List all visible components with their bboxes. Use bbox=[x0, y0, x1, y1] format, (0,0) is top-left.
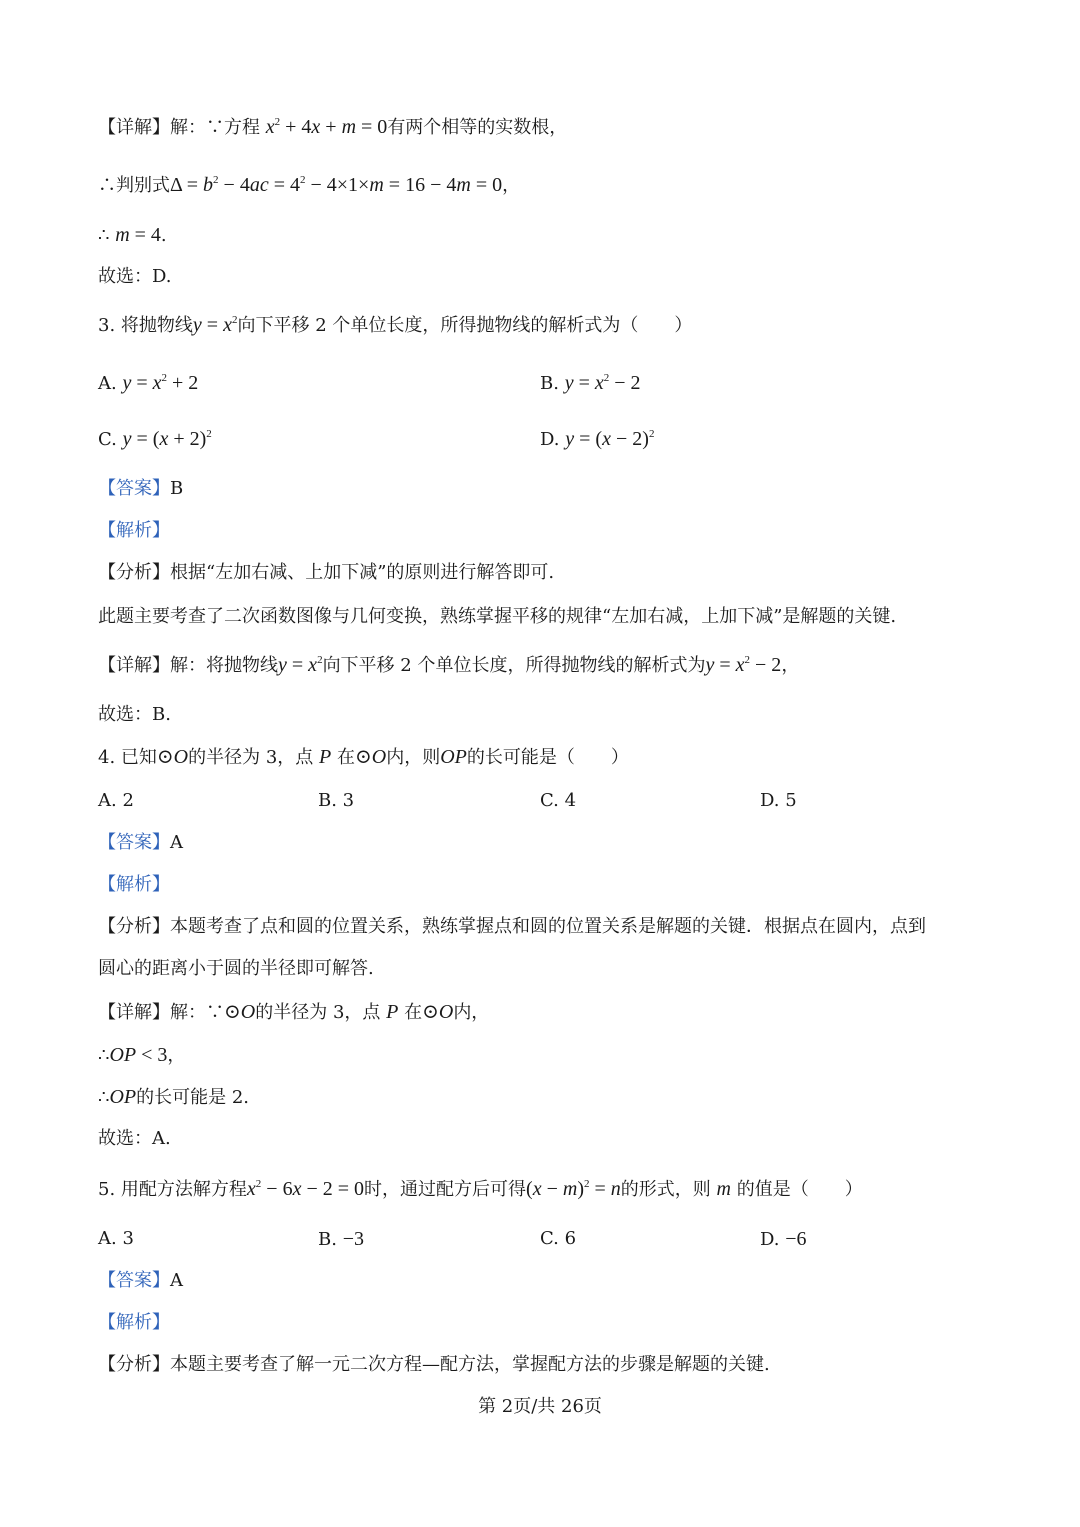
q3-detail: 【详解】解：将抛物线$y = x^2$向下平移 2 个单位长度，所得抛物线的解析式为$y = x^2 - 2$， bbox=[98, 654, 800, 676]
q4-option-c: C. 4 bbox=[540, 790, 577, 811]
q4-detail-3: ∴OP的长可能是 2. bbox=[98, 1086, 250, 1108]
choose-d: 故选：D. bbox=[98, 266, 172, 287]
q3-option-b: B. $y = x^2 - 2$ bbox=[540, 372, 641, 394]
q3-answer: 【答案】B bbox=[98, 478, 184, 499]
q5-fenxi: 【分析】本题主要考查了解一元二次方程—配方法，掌握配方法的步骤是解题的关键. bbox=[98, 1354, 770, 1375]
q4-choose: 故选：A. bbox=[98, 1128, 171, 1149]
q5-analysis-label: 【解析】 bbox=[98, 1312, 170, 1333]
q3-choose: 故选：B. bbox=[98, 704, 171, 725]
q5-option-c: C. 6 bbox=[540, 1228, 577, 1249]
detail-line-2: ∴判别式$\Delta = b^2 - 4ac = 4^2 - 4\times 1\times m = 16 - 4m = 0$， bbox=[98, 174, 521, 196]
q5-answer: 【答案】A bbox=[98, 1270, 183, 1291]
q4-stem: 4. 已知⊙O的半径为 3，点 P 在⊙O内，则OP的长可能是（ ） bbox=[98, 746, 629, 768]
q3-stem: 3. 将抛物线$y = x^2$向下平移 2 个单位长度，所得抛物线的解析式为（ ） bbox=[98, 314, 693, 336]
detail-line-1: 【详解】解：∵方程 $x^2 + 4x + m = 0$有两个相等的实数根， bbox=[98, 116, 568, 138]
q4-fenxi-1: 【分析】本题考查了点和圆的位置关系，熟练掌握点和圆的位置关系是解题的关键．根据点在圆内，点到 bbox=[98, 916, 926, 937]
q3-option-d: D. $y = (x - 2)^2$ bbox=[540, 428, 655, 450]
q4-detail-2: ∴OP < 3， bbox=[98, 1044, 186, 1066]
page-footer: 第 2页/共 26页 bbox=[478, 1396, 602, 1417]
detail-line-3: ∴ m = 4. bbox=[98, 224, 167, 246]
q3-option-a: A. $y = x^2 + 2$ bbox=[98, 372, 199, 394]
q5-option-a: A. 3 bbox=[98, 1228, 134, 1249]
q4-detail: 【详解】解：∵⊙O的半径为 3，点 P 在⊙O内， bbox=[98, 1001, 490, 1023]
q4-fenxi-2: 圆心的距离小于圆的半径即可解答. bbox=[98, 958, 374, 979]
q3-analysis-label: 【解析】 bbox=[98, 520, 170, 541]
q3-note: 此题主要考查了二次函数图像与几何变换，熟练掌握平移的规律“左加右减，上加下减”是解题的关键. bbox=[98, 606, 897, 627]
q3-option-c: C. $y = (x + 2)^2$ bbox=[98, 428, 212, 450]
q5-stem: 5. 用配方法解方程$x^2 - 6x - 2 = 0$时，通过配方后可得$(x - m)^2 = n$的形式，则 m 的值是（ ） bbox=[98, 1178, 863, 1200]
q4-option-b: B. 3 bbox=[318, 790, 355, 811]
q4-option-d: D. 5 bbox=[760, 790, 797, 811]
q3-fenxi: 【分析】根据“左加右减、上加下减”的原则进行解答即可. bbox=[98, 562, 555, 583]
q4-analysis-label: 【解析】 bbox=[98, 874, 170, 895]
q4-option-a: A. 2 bbox=[98, 790, 134, 811]
q5-option-b: B. −3 bbox=[318, 1228, 364, 1250]
q5-option-d: D. −6 bbox=[760, 1228, 807, 1250]
q4-answer: 【答案】A bbox=[98, 832, 183, 853]
